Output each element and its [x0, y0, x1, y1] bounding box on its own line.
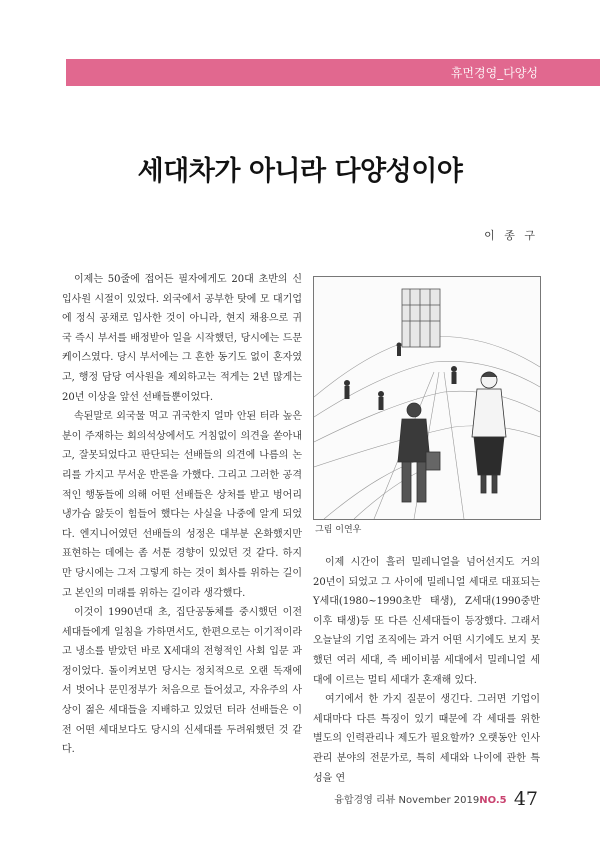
paragraph: 이제 시간이 흘러 밀레니얼을 넘어선지도 거의 20년이 되었고 그 사이에 밀레니얼 세대로 대표되는 Y세대(1980~1990초반 태생), Z세대(1990중반 이후 태생)등 또 다른 신세대들이 등장했다. 그래서 오늘날의 기업 조직에는 과거 어떤 시기에도 보지 못했던 여러 세대, 즉 베이비붐 세대에서 밀레니얼 세대에 이르는 멀티 세대가 혼재해 있다.: [313, 557, 540, 686]
article-title: 세대차가 아니라 다양성이야: [137, 156, 463, 187]
paragraph: 속된말로 외국물 먹고 귀국한지 얼마 안된 터라 높은 분이 주재하는 회의석상에서도 거침없이 의견을 쏟아내고, 잘못되었다고 판단되는 선배들의 의견에 나름의 논리를 가지고 무서운 반론을 가했다. 그리고 그러한 공격적인 행동들에 의해 어떤 선배들은 상처를 받고 벙어리 냉가슴 앓듯이 힘들어 했다는 사실을 나중에 알게 되었다. 엔지니어였던 선배들의 성정은 대부분 온화했지만 표현하는 데에는 좀 서툰 경향이 있었던 것 같다. 하지만 당시에는 그저 그렇게 하는 것이 회사를 위하는 길이고 본인의 미래를 위하는 길이라 생각했다.: [62, 411, 302, 599]
left-column: [62, 270, 302, 760]
journal-name: 융합경영 리뷰: [334, 795, 396, 806]
issue-number: NO.5: [479, 795, 507, 806]
paragraph: 이제는 50줄에 접어든 필자에게도 20대 초반의 신입사원 시절이 있었다. 외국에서 공부한 탓에 모 대기업에 정식 공채로 입사한 것이 아니라, 현지 채용으로 귀국 즉시 부서를 배정받아 일을 시작했던, 당시에는 드문 케이스였다. 당시 부서에는 그 흔한 동기도 없이 혼자였고, 행정 담당 여사원을 제외하고는 적게는 2년 많게는 20년 이상을 앞선 선배들뿐이었다.: [62, 274, 302, 403]
illustration-drawing: [314, 277, 540, 519]
article-author: 이 종 구: [484, 229, 538, 242]
figure-caption: 그림 이연우: [315, 525, 362, 535]
illustration: [313, 276, 541, 520]
paragraph: 여기에서 한 가지 질문이 생긴다. 그러면 기업이 세대마다 다른 특징이 있기 때문에 각 세대를 위한 별도의 인력관리나 제도가 필요할까? 오랫동안 인사관리 분야의 전문가로, 특히 세대와 나이에 관한 특성을 연: [313, 694, 540, 784]
page-number: 47: [513, 788, 538, 810]
section-label: 휴먼경영_다양성: [450, 66, 538, 80]
right-column: [313, 553, 540, 788]
section-band: [66, 59, 600, 86]
paragraph: 이것이 1990년대 초, 집단공동체를 중시했던 이전 세대들에게 일침을 가하면서도, 한편으로는 이기적이라고 냉소를 받았던 바로 X세대의 전형적인 사회 입문 과정이었다. 돌이켜보면 당시는 정치적으로 오랜 독재에서 벗어나 문민정부가 처음으로 들어섰고, 자유주의 사상이 젊은 세대들을 지배하고 있었던 터라 선배들은 이전 어떤 세대보다도 당시의 신세대를 두려워했던 것 같다.: [62, 607, 302, 756]
issue-month: November 2019: [398, 795, 480, 806]
page-footer: [334, 788, 538, 810]
